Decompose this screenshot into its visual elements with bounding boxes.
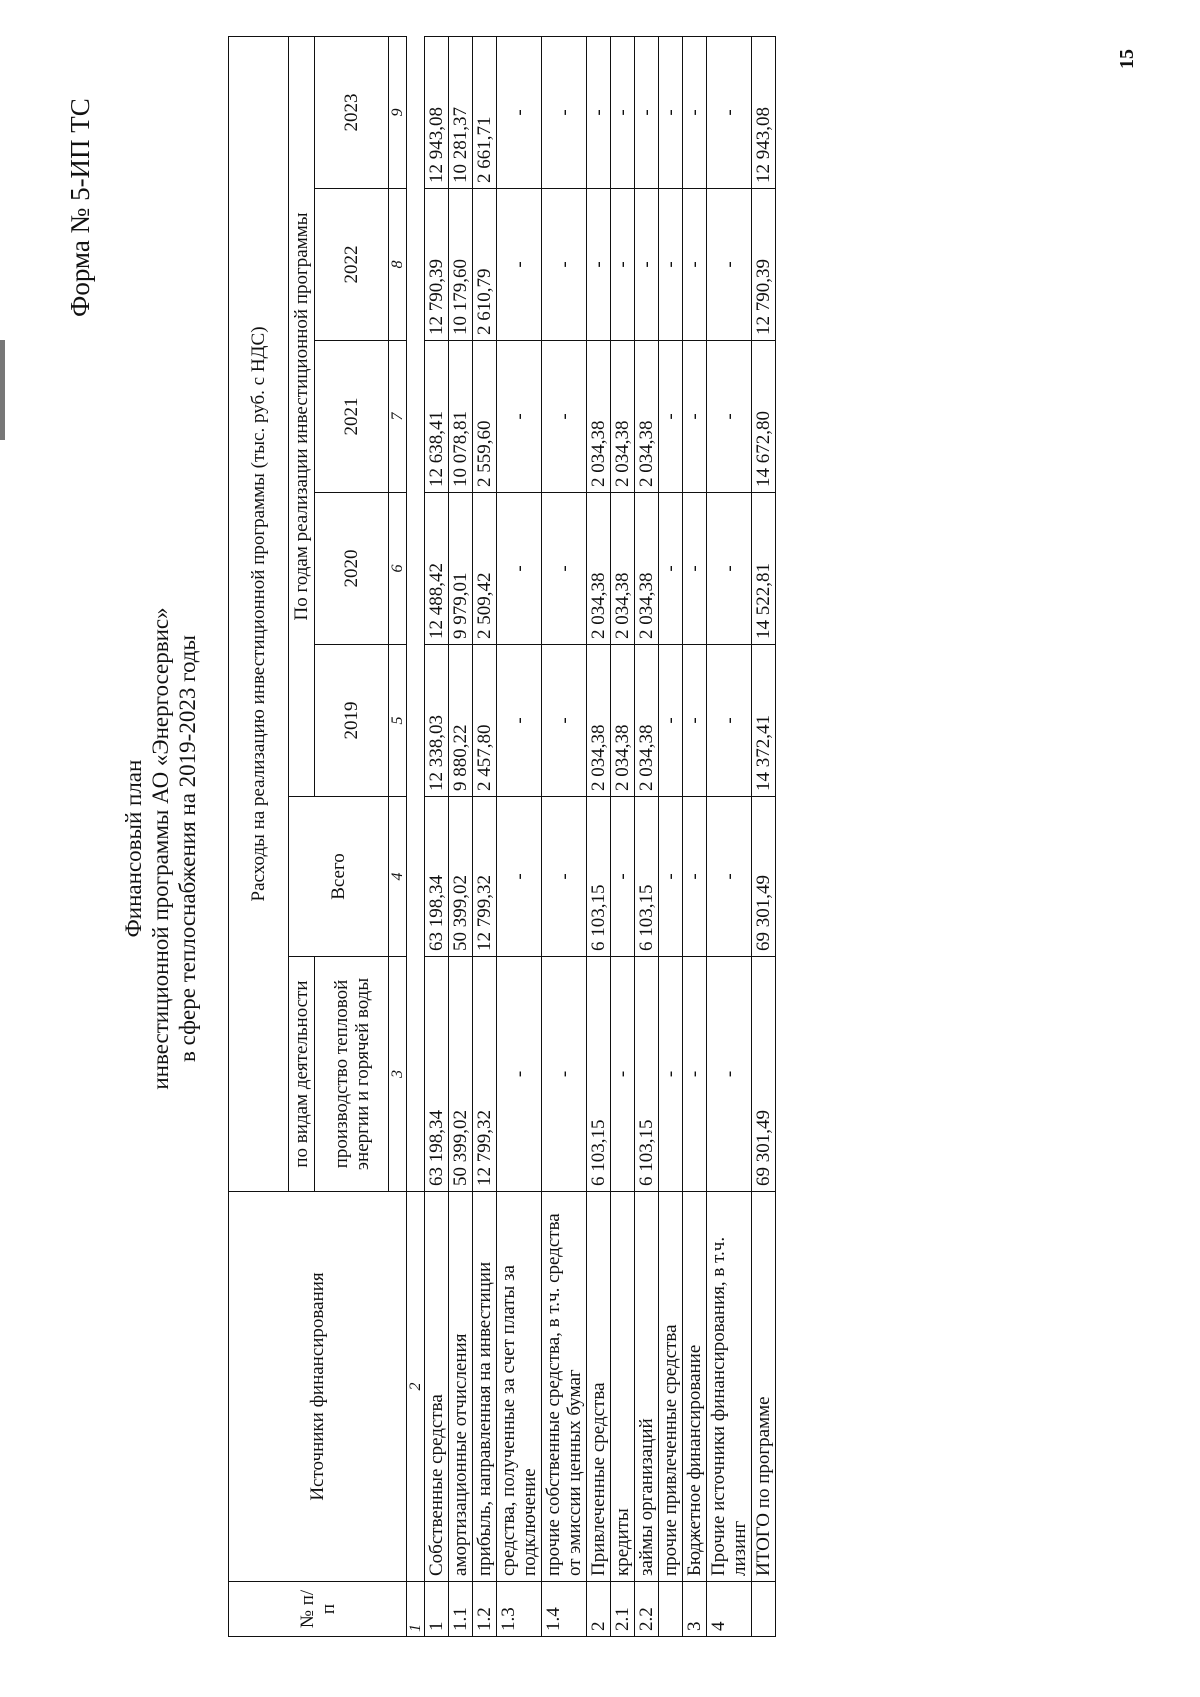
row-value: - [635,189,659,341]
table-row [497,36,542,1636]
column-numbers-row [407,36,425,1636]
row-value: 2 509,42 [473,493,497,645]
table-row [752,36,776,1636]
column-number: 3 [389,957,407,1192]
row-value: 10 078,81 [449,341,473,493]
row-value: - [542,957,587,1192]
row-value: - [542,645,587,797]
row-value: 12 799,32 [473,797,497,957]
row-value: - [659,493,683,645]
row-value: 2 034,38 [587,341,611,493]
row-value: 12 488,42 [425,493,449,645]
row-value: - [497,645,542,797]
row-value: 2 559,60 [473,341,497,493]
row-value: - [659,957,683,1192]
row-value: - [611,189,635,341]
row-value: 12 799,32 [473,957,497,1192]
column-number: 2 [407,1192,425,1582]
row-number: 2.1 [611,1582,635,1637]
row-number: 2.2 [635,1582,659,1637]
row-value: 12 790,39 [752,189,776,341]
row-number: 1 [425,1582,449,1637]
table-row [707,36,752,1636]
table-row [587,36,611,1636]
row-value: - [635,36,659,188]
page-number: 15 [1116,49,1138,69]
row-number: 1.4 [542,1582,587,1637]
row-value: 2 661,71 [473,36,497,188]
row-number [659,1582,683,1637]
row-number [752,1582,776,1637]
row-source-name: Привлеченные средства [587,1192,611,1582]
table-row [473,36,497,1636]
row-value: 63 198,34 [425,797,449,957]
row-value: - [659,36,683,188]
row-source-name: Прочие источники финансирования, в т.ч. лизинг [707,1192,752,1582]
row-number: 4 [707,1582,752,1637]
row-value: - [611,797,635,957]
row-value: 2 034,38 [611,493,635,645]
row-value: 63 198,34 [425,957,449,1192]
row-value: - [587,189,611,341]
row-value: - [497,957,542,1192]
row-value: - [683,645,707,797]
row-value: 12 338,03 [425,645,449,797]
row-source-name: ИТОГО по программе [752,1192,776,1582]
column-number: 9 [389,36,407,188]
row-value: 12 790,39 [425,189,449,341]
scan-edge-mark [0,340,5,440]
row-value: 2 034,38 [635,341,659,493]
column-number: 7 [389,341,407,493]
row-value: - [587,36,611,188]
row-number: 1.2 [473,1582,497,1637]
row-source-name: прочие привлеченные средства [659,1192,683,1582]
row-source-name: кредиты [611,1192,635,1582]
header-expenses: Расходы на реализацию инвестиционной программы (тыс. руб. с НДС) [229,36,289,1191]
row-value: 9 979,01 [449,493,473,645]
header-year-2020: 2020 [315,493,389,645]
row-number: 2 [587,1582,611,1637]
row-source-name: прочие собственные средства, в т.ч. средства от эмиссии ценных бумаг [542,1192,587,1582]
row-value: - [497,797,542,957]
row-value: 12 638,41 [425,341,449,493]
row-value: - [707,189,752,341]
row-value: 2 034,38 [635,645,659,797]
row-value: - [707,957,752,1192]
row-value: 2 457,80 [473,645,497,797]
row-value: - [707,341,752,493]
row-value: - [542,493,587,645]
row-value: 2 034,38 [587,645,611,797]
row-value: - [611,957,635,1192]
header-num: № п/п [229,1582,407,1637]
table-row [659,36,683,1636]
row-value: - [683,36,707,188]
row-value: - [497,493,542,645]
header-year-2019: 2019 [315,645,389,797]
header-by-years: По годам реализации инвестиционной программы [289,36,315,796]
row-value: - [683,493,707,645]
row-value: 6 103,15 [587,957,611,1192]
row-value: - [611,36,635,188]
row-value: 12 943,08 [752,36,776,188]
row-value: 14 522,81 [752,493,776,645]
header-production: производство тепловой энергии и горячей воды [315,957,389,1192]
row-value: - [542,797,587,957]
row-value: - [659,189,683,341]
table-row [542,36,587,1636]
header-year-2023: 2023 [315,36,389,188]
row-number: 1.1 [449,1582,473,1637]
row-source-name: амортизационные отчисления [449,1192,473,1582]
row-value: - [707,645,752,797]
row-value: 50 399,02 [449,797,473,957]
row-value: 69 301,49 [752,957,776,1192]
header-total: Всего [289,797,389,957]
row-number: 3 [683,1582,707,1637]
table-row [611,36,635,1636]
row-value: 69 301,49 [752,797,776,957]
row-value: - [659,341,683,493]
row-value: - [707,797,752,957]
row-value: 6 103,15 [635,797,659,957]
row-value: - [659,797,683,957]
row-value: 10 281,37 [449,36,473,188]
row-value: 14 672,80 [752,341,776,493]
row-value: 12 943,08 [425,36,449,188]
row-value: 2 034,38 [611,341,635,493]
row-value: 2 610,79 [473,189,497,341]
row-value: - [542,36,587,188]
row-value: - [683,341,707,493]
row-value: - [683,957,707,1192]
column-number: 4 [389,797,407,957]
header-year-2022: 2022 [315,189,389,341]
row-value: 2 034,38 [635,493,659,645]
row-value: 2 034,38 [587,493,611,645]
column-number: 1 [407,1582,425,1637]
row-number: 1.3 [497,1582,542,1637]
row-value: - [683,189,707,341]
row-value: 9 880,22 [449,645,473,797]
column-number: 5 [389,645,407,797]
table-row [449,36,473,1636]
header-year-2021: 2021 [315,341,389,493]
row-value: - [497,341,542,493]
header-by-activity: по видам деятельности [289,957,315,1192]
row-value: 50 399,02 [449,957,473,1192]
table-row [635,36,659,1636]
row-source-name: прибыль, направленная на инвестиции [473,1192,497,1582]
row-value: - [497,189,542,341]
row-value: - [707,36,752,188]
column-number: 6 [389,493,407,645]
row-value: 14 372,41 [752,645,776,797]
financial-plan-table [228,36,776,1637]
row-source-name: средства, полученные за счет платы за подключение [497,1192,542,1582]
row-value: - [542,189,587,341]
row-value: 10 179,60 [449,189,473,341]
title-line-3: в сфере теплоснабжения на 2019-2023 годы [175,635,200,1062]
table-row [683,36,707,1636]
row-source-name: займы организаций [635,1192,659,1582]
form-label: Форма № 5-ИП ТС [65,98,95,317]
row-value: - [707,493,752,645]
title-line-2: инвестиционной программы АО «Энергосервис» [148,607,173,1090]
row-value: - [683,797,707,957]
title-line-1: Финансовый план [121,759,146,938]
column-number: 8 [389,189,407,341]
table-row [425,36,449,1636]
row-value: - [659,645,683,797]
document-title [120,0,201,1697]
header-source: Источники финансирования [229,1192,407,1582]
row-value: 2 034,38 [611,645,635,797]
row-value: - [542,341,587,493]
row-source-name: Собственные средства [425,1192,449,1582]
row-value: 6 103,15 [587,797,611,957]
row-value: 6 103,15 [635,957,659,1192]
row-value: - [497,36,542,188]
row-source-name: Бюджетное финансирование [683,1192,707,1582]
